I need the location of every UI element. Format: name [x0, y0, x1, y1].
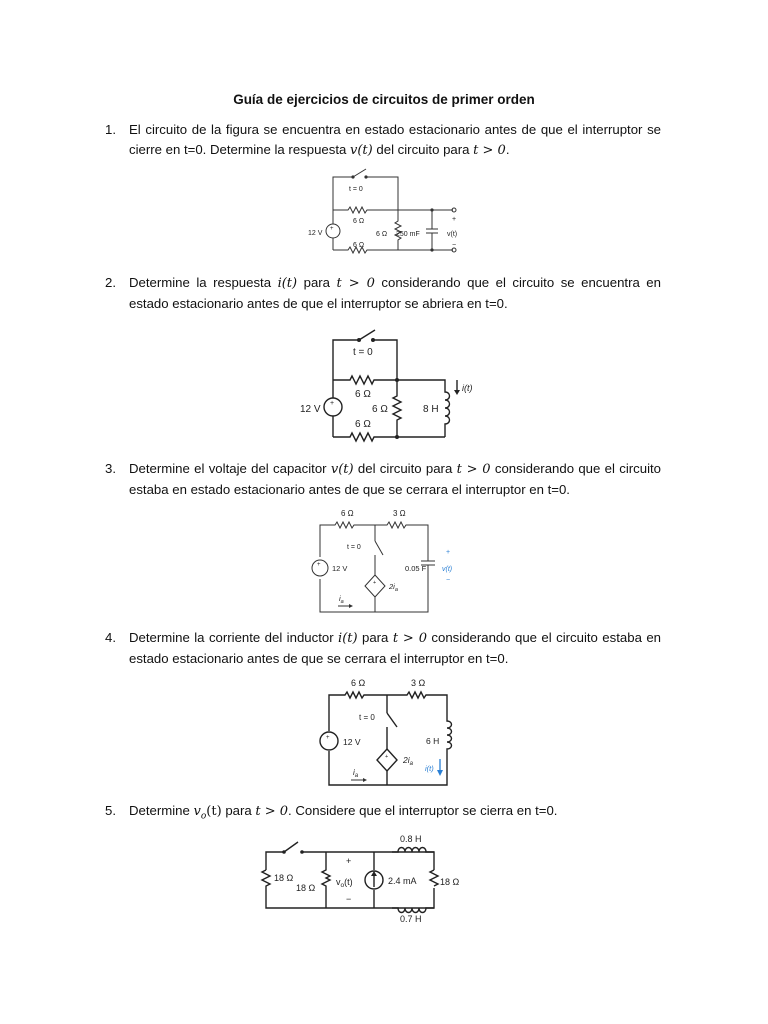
svg-text:+: + — [452, 216, 457, 223]
dep-source-label: $2i_a$ — [403, 755, 413, 767]
svg-text:+: + — [346, 856, 352, 866]
source-label: 12 V — [300, 404, 321, 415]
problem-number: 4. — [105, 630, 116, 645]
r-top-label: 6 Ω — [355, 389, 371, 400]
problem-number: 1. — [105, 122, 116, 137]
circuit-1-diagram — [300, 165, 480, 265]
svg-text:+: + — [385, 754, 389, 760]
problem-3 — [105, 459, 661, 500]
problem-2 — [105, 273, 661, 314]
svg-text:+: + — [326, 735, 330, 741]
r-bot-label: 6 Ω — [353, 242, 365, 249]
problem-text: Determine la respuesta i(t) para t > 0 considerando que el circuito se encuentra en estado estacionario antes de que el interruptor se abriera en t=0. — [129, 275, 661, 311]
switch-label: t = 0 — [349, 186, 363, 193]
output-label: v(t) — [442, 566, 453, 573]
r-left-label: 18 Ω — [274, 873, 294, 883]
isrc-label: 2.4 mA — [388, 876, 417, 886]
circuit-2-diagram — [295, 320, 475, 445]
ia-label: $i_a$ — [339, 594, 344, 605]
problem-4 — [105, 628, 661, 669]
source-label: 12 V — [343, 737, 361, 747]
inductor-label: 8 H — [423, 404, 439, 415]
l-top-label: 0.8 H — [400, 834, 422, 844]
switch-label: t = 0 — [359, 713, 375, 722]
problem-text: Determine la corriente del inductor i(t) para t > 0 considerando que el circuito estaba en estado estacionario antes de que se cerrara el interruptor en t=0. — [129, 630, 661, 666]
output-label: v(t) — [447, 231, 458, 238]
svg-text:+: + — [330, 400, 335, 407]
current-label: i(t) — [462, 383, 473, 393]
source-label: 12 V — [332, 564, 348, 573]
r2-label: 3 Ω — [393, 509, 406, 518]
r1-label: 6 Ω — [351, 678, 366, 688]
svg-text:+: + — [373, 580, 377, 586]
switch-label: t = 0 — [353, 347, 373, 358]
problem-text: Determine $v_o(t)$ para t > 0. Considere que el interruptor se cierra en t=0. — [129, 803, 558, 822]
circuit-5-diagram — [262, 830, 482, 928]
svg-text:+: + — [446, 549, 451, 556]
r-top-label: 6 Ω — [353, 218, 365, 225]
source-label: 12 V — [308, 230, 323, 237]
r1-label: 6 Ω — [341, 509, 354, 518]
svg-text:+: + — [330, 226, 334, 232]
svg-text:−: − — [346, 894, 352, 904]
problem-number: 3. — [105, 461, 116, 476]
problem-number: 2. — [105, 275, 116, 290]
l-bot-label: 0.7 H — [400, 914, 422, 924]
r-mid-label: 18 Ω — [296, 883, 316, 893]
cap-label: 250 mF — [396, 231, 420, 238]
current-label: i(t) — [425, 764, 434, 773]
circuit-3-diagram — [305, 505, 475, 615]
dep-source-label: $2i_a$ — [389, 582, 398, 593]
ia-label: $i_a$ — [353, 768, 359, 779]
r-mid-label: 6 Ω — [376, 231, 388, 238]
problem-1 — [105, 120, 661, 161]
circuit-4-diagram — [315, 675, 465, 790]
svg-text:−: − — [452, 242, 457, 249]
svg-text:+: + — [317, 562, 321, 568]
r-bot-label: 6 Ω — [355, 419, 371, 430]
problem-5 — [105, 801, 661, 827]
inductor-label: 6 H — [426, 736, 440, 746]
page-title: Guía de ejercicios de circuitos de primer orden — [233, 92, 535, 107]
r-right-label: 18 Ω — [440, 877, 460, 887]
r-mid-label: 6 Ω — [372, 404, 388, 415]
problem-text: El circuito de la figura se encuentra en estado estacionario antes de que el interruptor se cierre en t=0. Determine la respuesta v(t) del circuito para t > 0. — [129, 122, 661, 158]
r2-label: 3 Ω — [411, 678, 426, 688]
switch-label: t = 0 — [347, 544, 361, 551]
vo-label: $v_o(t)$ — [336, 877, 353, 889]
cap-label: 0.05 F — [405, 564, 427, 573]
problem-number: 5. — [105, 803, 116, 818]
svg-text:−: − — [446, 577, 451, 584]
problem-text: Determine el voltaje del capacitor v(t) del circuito para t > 0 considerando que el circuito estaba en estado estacionario antes de que se cerrara el interruptor en t=0. — [129, 461, 661, 497]
